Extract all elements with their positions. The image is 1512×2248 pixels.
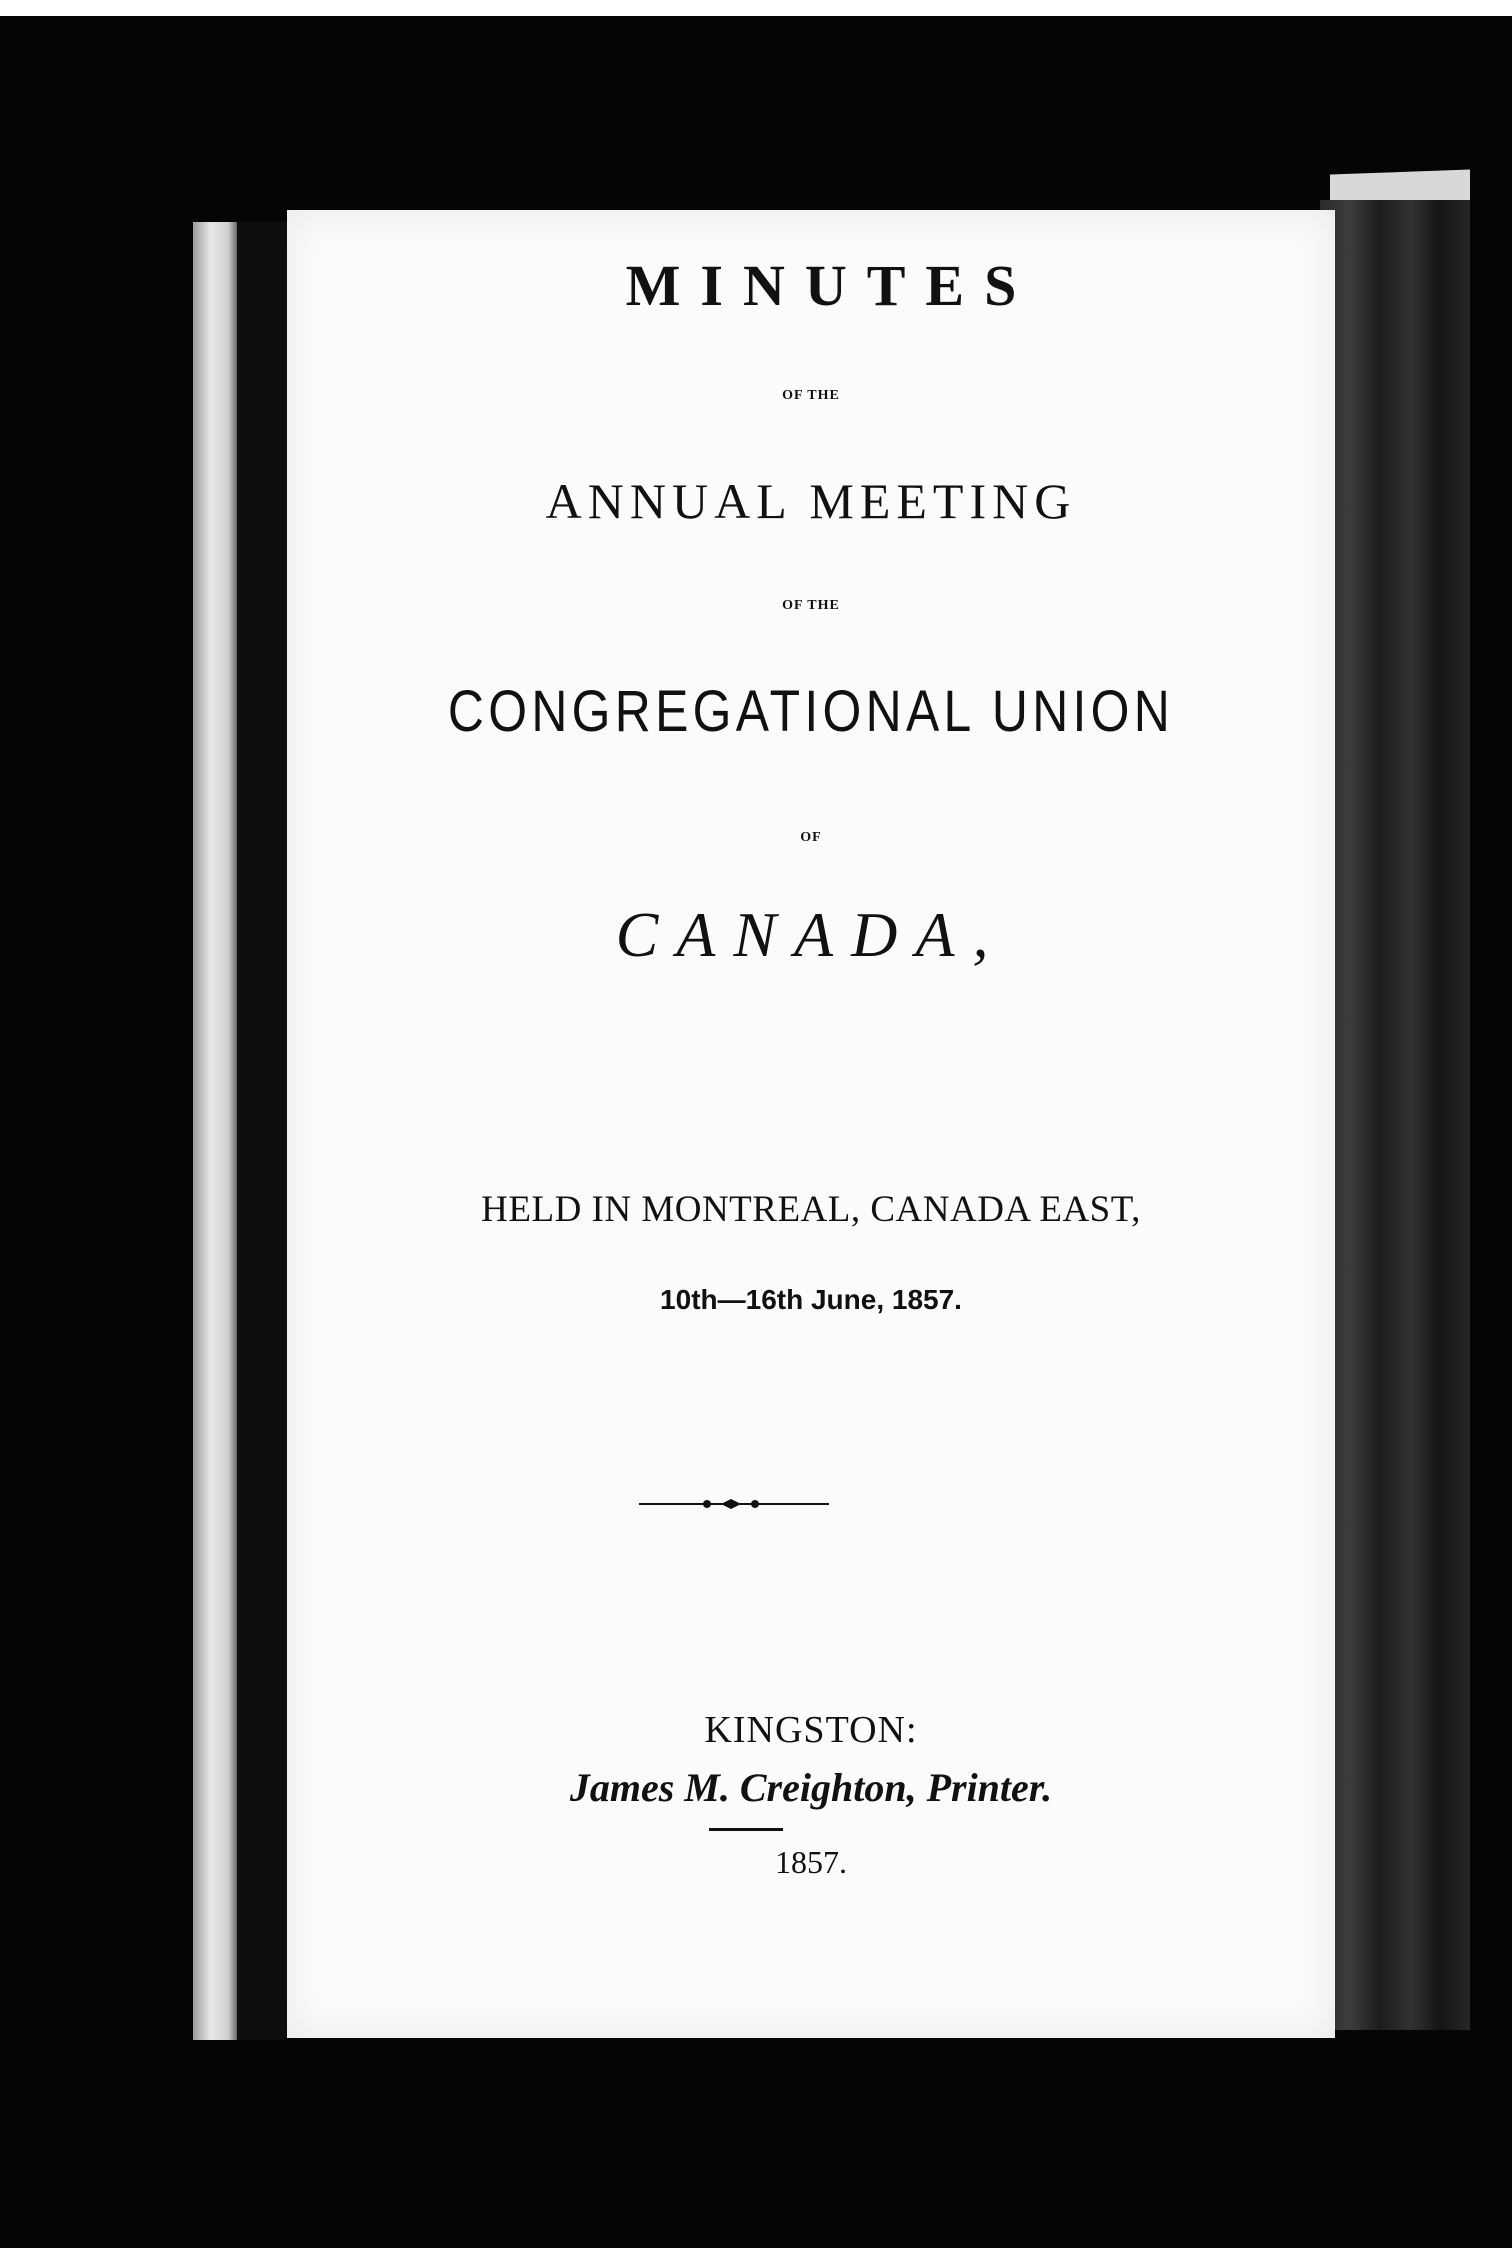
title-canada: CANADA,	[615, 899, 1007, 970]
imprint-rule	[709, 1828, 783, 1831]
meeting-location: HELD IN MONTREAL, CANADA EAST,	[481, 1189, 1141, 1230]
connector-of-the-1: OF THE	[782, 388, 840, 403]
title-annual-meeting: ANNUAL MEETING	[545, 473, 1077, 529]
left-binding-shadow	[237, 222, 287, 2040]
connector-of-the-2: OF THE	[782, 598, 840, 613]
imprint-city: KINGSTON:	[704, 1709, 918, 1751]
right-page-stack	[1320, 200, 1470, 2030]
left-page-edge	[193, 222, 237, 2040]
title-minutes: MINUTES	[625, 253, 1037, 318]
connector-of: OF	[800, 830, 822, 845]
meeting-dates: 10th—16th June, 1857.	[660, 1284, 962, 1315]
ornament-divider	[639, 1498, 829, 1510]
imprint-printer: James M. Creighton, Printer.	[569, 1765, 1053, 1810]
title-page	[287, 210, 1335, 2038]
title-congregational-union: CONGREGATIONAL UNION	[447, 679, 1175, 744]
imprint-year: 1857.	[775, 1844, 847, 1880]
